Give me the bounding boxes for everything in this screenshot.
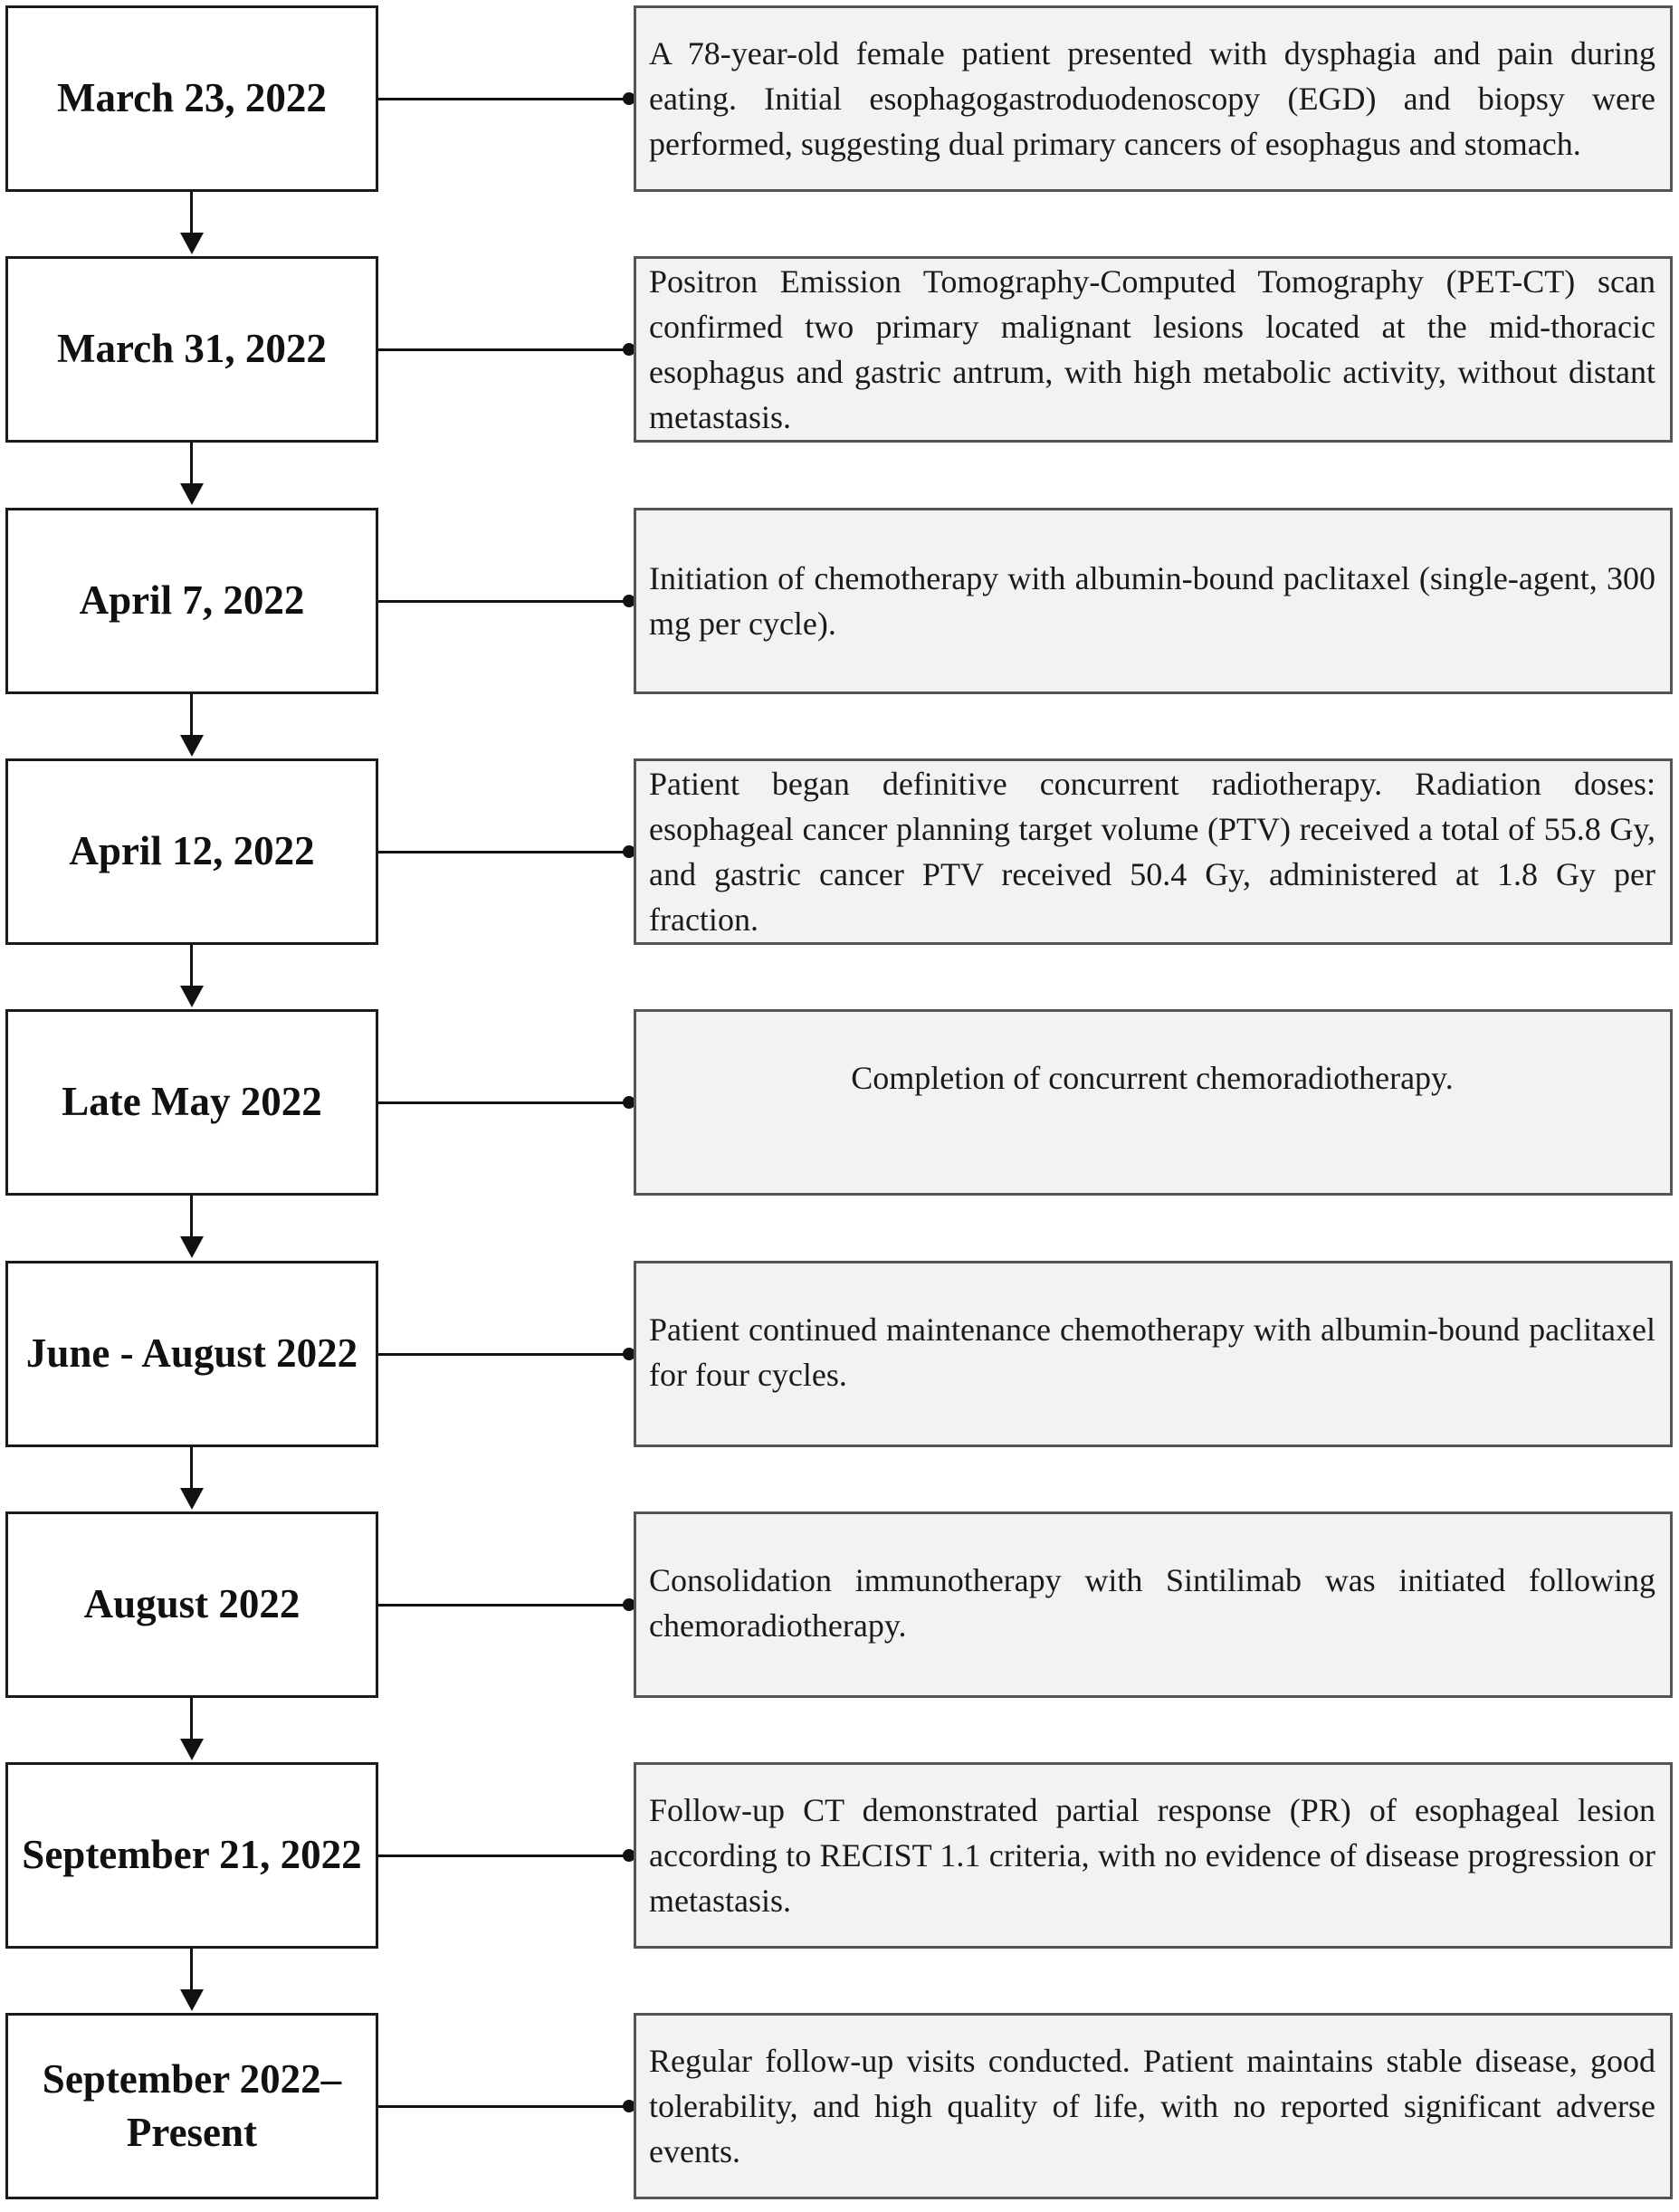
- event-description: Follow-up CT demonstrated partial response (PR) of esophageal lesion according to RECIST 1.1 criteria, with no evidence of disease progression or metastasis.: [649, 1792, 1655, 1919]
- event-date: June - August 2022: [25, 1330, 358, 1377]
- flow-arrow-line: [190, 694, 193, 737]
- connector-line: [378, 600, 632, 603]
- event-date-box: [5, 1762, 378, 1949]
- flow-arrow-line: [190, 1698, 193, 1740]
- event-description: A 78-year-old female patient presented with dysphagia and pain during eating. Initial esophagogastroduodenoscopy (EGD) and biopsy were performed, suggesting dual primary cancers of esophagus and stomach.: [649, 35, 1655, 162]
- connector-line: [378, 98, 632, 100]
- event-description-box: [634, 256, 1673, 443]
- connector-line: [378, 851, 632, 853]
- event-date-box: [5, 256, 378, 443]
- event-date: April 7, 2022: [79, 577, 305, 624]
- event-description: Patient continued maintenance chemotherapy with albumin-bound paclitaxel for four cycles.: [649, 1311, 1655, 1393]
- connector-line: [378, 348, 632, 351]
- event-description: Positron Emission Tomography-Computed Tomography (PET-CT) scan confirmed two primary malignant lesions located at the mid-thoracic esophagus and gastric antrum, with high metabolic activity, without distant metastasis.: [649, 263, 1655, 435]
- connector-line: [378, 1101, 632, 1104]
- arrow-down-icon: [180, 986, 204, 1007]
- arrow-down-icon: [180, 233, 204, 254]
- connector-line: [378, 2105, 632, 2108]
- flow-arrow-line: [190, 192, 193, 234]
- flow-arrow-line: [190, 1949, 193, 1991]
- event-description: Regular follow-up visits conducted. Patient maintains stable disease, good tolerability, and high quality of life, with no reported significant adverse events.: [649, 2043, 1655, 2169]
- event-description: Completion of concurrent chemoradiotherapy.: [851, 1060, 1454, 1096]
- event-date: March 23, 2022: [57, 75, 327, 121]
- flow-arrow-line: [190, 945, 193, 987]
- event-date: August 2022: [83, 1581, 301, 1627]
- event-date: September 2022– Present: [42, 2055, 342, 2155]
- event-description: Consolidation immunotherapy with Sintilimab was initiated following chemoradiotherapy.: [649, 1562, 1655, 1644]
- event-date-box: [5, 1511, 378, 1698]
- event-date-box: [5, 5, 378, 192]
- flow-arrow-line: [190, 1447, 193, 1490]
- arrow-down-icon: [180, 1739, 204, 1760]
- event-description-box: [634, 508, 1673, 694]
- connector-line: [378, 1604, 632, 1607]
- event-description-box: [634, 758, 1673, 945]
- event-description-box: [634, 1762, 1673, 1949]
- event-date-box: [5, 758, 378, 945]
- arrow-down-icon: [180, 1236, 204, 1258]
- arrow-down-icon: [180, 483, 204, 505]
- event-date-box: [5, 1261, 378, 1447]
- event-description-box: [634, 2013, 1673, 2199]
- event-date-box: [5, 2013, 378, 2199]
- flow-arrow-line: [190, 1196, 193, 1238]
- event-date: March 31, 2022: [57, 326, 327, 372]
- event-date: April 12, 2022: [69, 828, 315, 874]
- arrow-down-icon: [180, 735, 204, 757]
- arrow-down-icon: [180, 1989, 204, 2011]
- flow-arrow-line: [190, 443, 193, 485]
- event-description-box: [634, 1511, 1673, 1698]
- event-description-box: [634, 5, 1673, 192]
- event-date: Late May 2022: [62, 1079, 322, 1125]
- connector-line: [378, 1854, 632, 1857]
- event-description-box: [634, 1261, 1673, 1447]
- event-date-box: [5, 1009, 378, 1196]
- event-date-box: [5, 508, 378, 694]
- event-description: Patient began definitive concurrent radiotherapy. Radiation doses: esophageal cancer planning target volume (PTV) received a total of 55.8 Gy, and gastric cancer PTV received 50.4 Gy, administered at 1.8 Gy per fraction.: [649, 766, 1655, 938]
- connector-line: [378, 1353, 632, 1356]
- arrow-down-icon: [180, 1488, 204, 1510]
- event-date: September 21, 2022: [22, 1832, 362, 1878]
- event-description-box: [634, 1009, 1673, 1196]
- event-description: Initiation of chemotherapy with albumin-bound paclitaxel (single-agent, 300 mg per cycle).: [649, 560, 1655, 642]
